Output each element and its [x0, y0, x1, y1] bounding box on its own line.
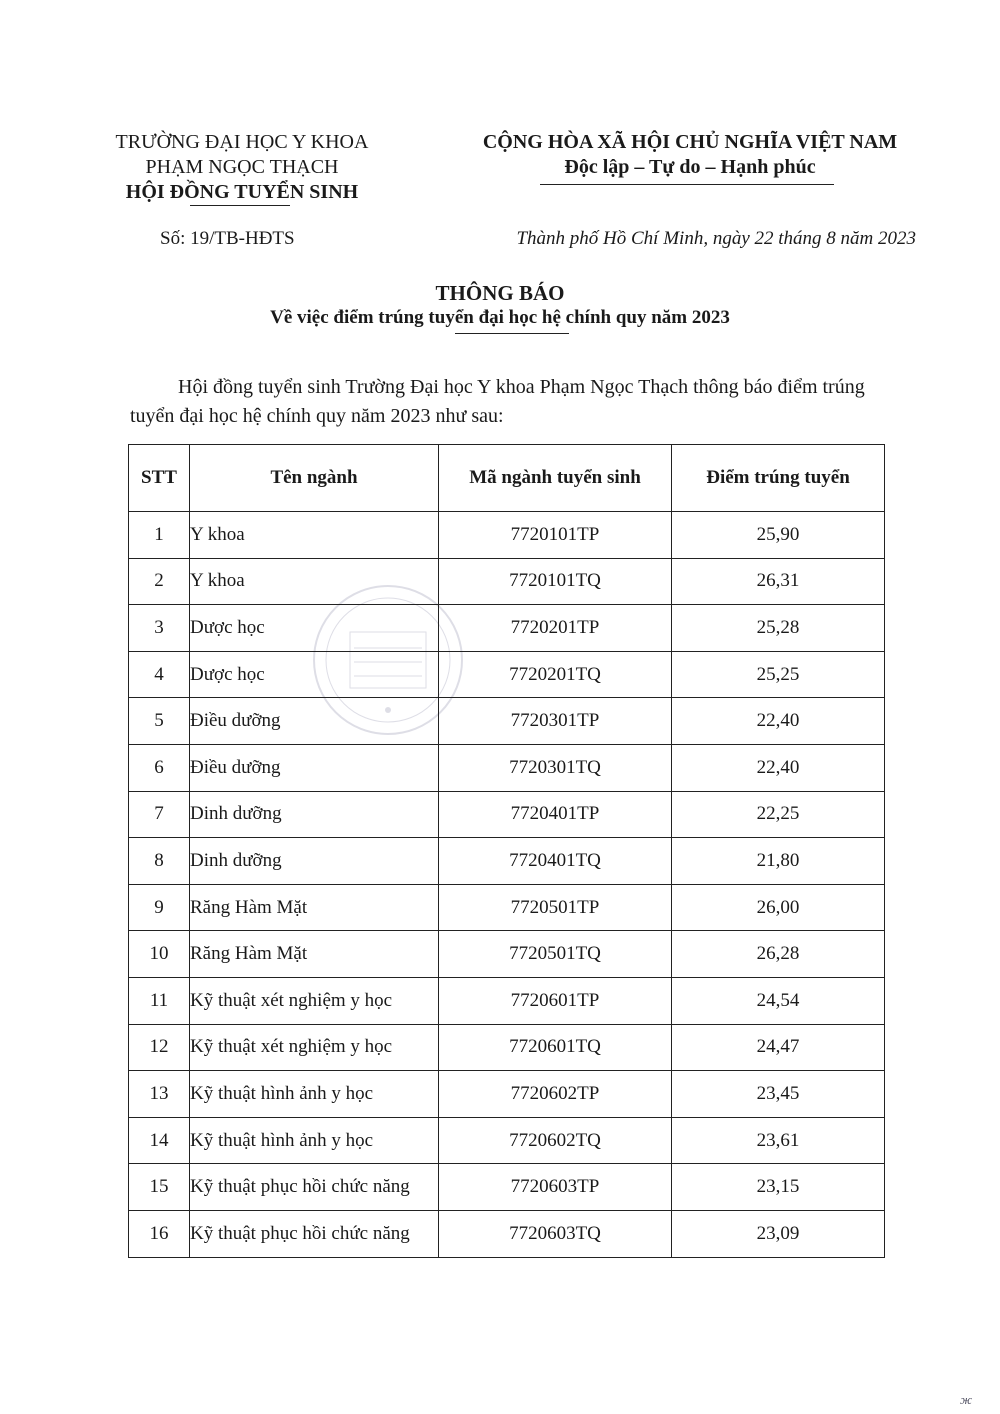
cell-stt: 15: [129, 1164, 190, 1211]
cell-stt: 5: [129, 698, 190, 745]
national-motto: Độc lập – Tự do – Hạnh phúc: [564, 156, 816, 178]
cell-score: 26,31: [672, 558, 885, 605]
cell-major-name: Dược học: [190, 605, 439, 652]
table-row: [129, 1071, 885, 1118]
cell-stt: 11: [129, 977, 190, 1024]
national-motto-block: [440, 130, 940, 180]
cell-stt: 12: [129, 1024, 190, 1071]
subtitle-underline: [455, 333, 569, 334]
header-admission-score: Điểm trúng tuyển: [672, 445, 885, 512]
table-row: [129, 838, 885, 885]
admission-scores-table: [128, 444, 885, 1258]
cell-major-code: 7720201TQ: [439, 651, 672, 698]
cell-major-name: Kỹ thuật phục hồi chức năng: [190, 1164, 439, 1211]
cell-score: 23,61: [672, 1117, 885, 1164]
intro-paragraph: Hội đồng tuyển sinh Trường Đại học Y khoa Phạm Ngọc Thạch thông báo điểm trúng tuyển đại học hệ chính quy năm 2023 như sau:: [130, 376, 865, 427]
cell-major-name: Kỹ thuật xét nghiệm y học: [190, 977, 439, 1024]
table-row: [129, 605, 885, 652]
document-number: Số: 19/TB-HĐTS: [160, 228, 295, 249]
table-row: [129, 744, 885, 791]
header-major-code: Mã ngành tuyển sinh: [439, 445, 672, 512]
cell-major-name: Kỹ thuật phục hồi chức năng: [190, 1210, 439, 1257]
table-body: [129, 512, 885, 1258]
table-row: [129, 791, 885, 838]
cell-score: 26,00: [672, 884, 885, 931]
cell-score: 22,40: [672, 744, 885, 791]
cell-major-name: Răng Hàm Mặt: [190, 931, 439, 978]
table-row: [129, 651, 885, 698]
cell-major-name: Y khoa: [190, 512, 439, 559]
cell-stt: 6: [129, 744, 190, 791]
cell-major-code: 7720501TP: [439, 884, 672, 931]
cell-score: 24,54: [672, 977, 885, 1024]
cell-score: 23,45: [672, 1071, 885, 1118]
cell-major-code: 7720601TQ: [439, 1024, 672, 1071]
cell-stt: 4: [129, 651, 190, 698]
issuer-underline: [190, 205, 290, 206]
cell-stt: 3: [129, 605, 190, 652]
national-title: CỘNG HÒA XÃ HỘI CHỦ NGHĨA VIỆT NAM: [482, 131, 898, 153]
cell-score: 24,47: [672, 1024, 885, 1071]
table-row: [129, 884, 885, 931]
cell-major-code: 7720603TP: [439, 1164, 672, 1211]
cell-major-name: Kỹ thuật xét nghiệm y học: [190, 1024, 439, 1071]
cell-major-code: 7720401TQ: [439, 838, 672, 885]
cell-stt: 2: [129, 558, 190, 605]
table-row: [129, 1210, 885, 1257]
cell-major-name: Dinh dưỡng: [190, 838, 439, 885]
table-header-row: [129, 445, 885, 512]
cell-major-code: 7720301TP: [439, 698, 672, 745]
cell-major-name: Dược học: [190, 651, 439, 698]
issuer-council: HỘI ĐỒNG TUYỂN SINH: [125, 181, 359, 203]
table-row: [129, 558, 885, 605]
cell-major-name: Kỹ thuật hình ảnh y học: [190, 1117, 439, 1164]
cell-score: 25,28: [672, 605, 885, 652]
motto-underline: [540, 184, 834, 185]
cell-major-code: 7720603TQ: [439, 1210, 672, 1257]
cell-major-name: Điều dưỡng: [190, 698, 439, 745]
cell-major-code: 7720201TP: [439, 605, 672, 652]
cell-score: 26,28: [672, 931, 885, 978]
document-date: Thành phố Hồ Chí Minh, ngày 22 tháng 8 năm 2023: [516, 228, 916, 249]
header-major-name: Tên ngành: [190, 445, 439, 512]
cell-major-code: 7720101TQ: [439, 558, 672, 605]
table-row: [129, 1117, 885, 1164]
table-row: [129, 512, 885, 559]
notice-title: THÔNG BÁO: [435, 281, 565, 305]
cell-major-code: 7720602TQ: [439, 1117, 672, 1164]
cell-major-code: 7720602TP: [439, 1071, 672, 1118]
cell-stt: 7: [129, 791, 190, 838]
table-row: [129, 1024, 885, 1071]
cell-major-code: 7720301TQ: [439, 744, 672, 791]
header-stt: STT: [129, 445, 190, 512]
cell-stt: 9: [129, 884, 190, 931]
cell-score: 23,15: [672, 1164, 885, 1211]
cell-major-code: 7720401TP: [439, 791, 672, 838]
table-row: [129, 1164, 885, 1211]
cell-major-code: 7720101TP: [439, 512, 672, 559]
cell-stt: 16: [129, 1210, 190, 1257]
cell-score: 22,40: [672, 698, 885, 745]
table-row: [129, 977, 885, 1024]
cell-major-name: Điều dưỡng: [190, 744, 439, 791]
cell-major-code: 7720501TQ: [439, 931, 672, 978]
cell-major-name: Y khoa: [190, 558, 439, 605]
cell-major-name: Răng Hàm Mặt: [190, 884, 439, 931]
corner-initial-mark: ж: [960, 1392, 973, 1407]
cell-major-name: Kỹ thuật hình ảnh y học: [190, 1071, 439, 1118]
cell-major-name: Dinh dưỡng: [190, 791, 439, 838]
issuer-university-line2: PHẠM NGỌC THẠCH: [145, 156, 339, 178]
issuer-block: [82, 130, 402, 205]
notice-subtitle: Về việc điểm trúng tuyển đại học hệ chính quy năm 2023: [270, 307, 730, 328]
table-row: [129, 698, 885, 745]
cell-stt: 8: [129, 838, 190, 885]
cell-score: 21,80: [672, 838, 885, 885]
cell-score: 22,25: [672, 791, 885, 838]
cell-score: 23,09: [672, 1210, 885, 1257]
cell-stt: 13: [129, 1071, 190, 1118]
cell-score: 25,90: [672, 512, 885, 559]
cell-major-code: 7720601TP: [439, 977, 672, 1024]
cell-stt: 14: [129, 1117, 190, 1164]
cell-stt: 10: [129, 931, 190, 978]
cell-stt: 1: [129, 512, 190, 559]
table-row: [129, 931, 885, 978]
issuer-university-line1: TRƯỜNG ĐẠI HỌC Y KHOA: [115, 131, 369, 153]
cell-score: 25,25: [672, 651, 885, 698]
